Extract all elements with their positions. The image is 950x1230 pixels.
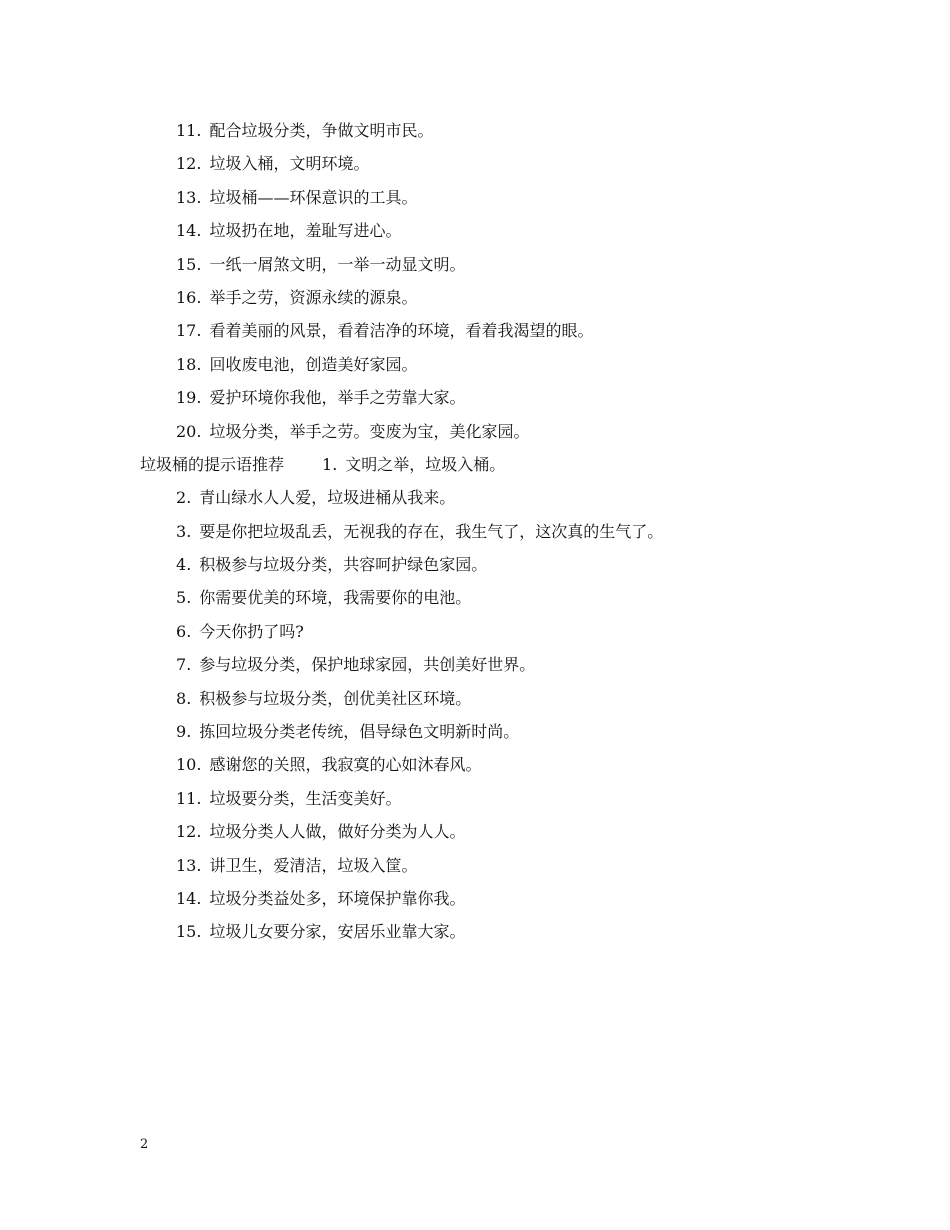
item-text: 垃圾分类人人做，做好分类为人人。 bbox=[209, 822, 466, 842]
list-item bbox=[0, 719, 950, 752]
list-item bbox=[0, 886, 950, 919]
item-number: 8 . bbox=[176, 686, 191, 712]
item-number: 14 . bbox=[176, 218, 201, 244]
item-number: 15 . bbox=[176, 919, 201, 945]
item-text: 感谢您的关照，我寂寞的心如沐春风。 bbox=[209, 755, 482, 775]
list-item bbox=[0, 285, 950, 318]
list-item bbox=[0, 819, 950, 852]
item-number: 3 . bbox=[176, 519, 191, 545]
item-text: 垃圾扔在地，羞耻写进心。 bbox=[209, 221, 402, 241]
list-item bbox=[0, 552, 950, 585]
item-number: 16 . bbox=[176, 285, 201, 311]
item-text: 文明之举，垃圾入桶。 bbox=[345, 454, 506, 474]
list-item bbox=[0, 352, 950, 385]
item-text: 拣回垃圾分类老传统，倡导绿色文明新时尚。 bbox=[199, 722, 520, 742]
item-number: 11 . bbox=[176, 786, 201, 812]
item-number: 12 . bbox=[176, 819, 201, 845]
item-number: 6 . bbox=[176, 619, 191, 645]
item-text: 参与垃圾分类，保护地球家园，共创美好世界。 bbox=[199, 655, 536, 675]
item-text: 回收废电池，创造美好家园。 bbox=[209, 354, 418, 374]
item-number: 18 . bbox=[176, 352, 201, 378]
list-item bbox=[0, 786, 950, 819]
item-text: 爱护环境你我他，举手之劳靠大家。 bbox=[209, 388, 466, 408]
item-number: 5 . bbox=[176, 585, 191, 611]
item-text: 垃圾分类，举手之劳。变废为宝，美化家园。 bbox=[209, 421, 530, 441]
list-item bbox=[0, 585, 950, 618]
item-text: 今天你扔了吗? bbox=[199, 621, 304, 641]
page-number: 2 bbox=[140, 1137, 149, 1152]
item-number: 4 . bbox=[176, 552, 191, 578]
list-item bbox=[0, 218, 950, 251]
list-item bbox=[0, 619, 950, 652]
item-number: 20 . bbox=[176, 419, 201, 445]
list-item bbox=[0, 252, 950, 285]
item-text: 积极参与垃圾分类，创优美社区环境。 bbox=[199, 688, 472, 708]
item-text: 讲卫生，爱清洁，垃圾入筐。 bbox=[209, 855, 418, 875]
list-item bbox=[0, 853, 950, 886]
item-text: 积极参与垃圾分类，共容呵护绿色家园。 bbox=[199, 555, 488, 575]
item-number: 14 . bbox=[176, 886, 201, 912]
list-item bbox=[0, 419, 950, 452]
list-item bbox=[0, 485, 950, 518]
section-heading-line bbox=[0, 452, 950, 485]
item-number: 13 . bbox=[176, 853, 201, 879]
item-text: 配合垃圾分类，争做文明市民。 bbox=[209, 121, 434, 140]
list-item bbox=[0, 151, 950, 184]
item-text: 垃圾儿女要分家，安居乐业靠大家。 bbox=[209, 922, 466, 942]
item-text: 青山绿水人人爱，垃圾进桶从我来。 bbox=[199, 488, 456, 508]
item-number: 9 . bbox=[176, 719, 191, 745]
item-number: 7 . bbox=[176, 652, 191, 678]
list-item bbox=[0, 185, 950, 218]
item-text: 一纸一屑煞文明，一举一动显文明。 bbox=[209, 254, 466, 274]
list-item bbox=[0, 752, 950, 785]
item-text: 垃圾分类益处多，环境保护靠你我。 bbox=[209, 888, 466, 908]
list-item bbox=[0, 519, 950, 552]
document-body bbox=[0, 118, 950, 953]
list-item bbox=[0, 919, 950, 952]
list-item bbox=[0, 118, 950, 151]
item-number: 19 . bbox=[176, 385, 201, 411]
item-number: 15 . bbox=[176, 252, 201, 278]
item-text: 垃圾要分类，生活变美好。 bbox=[209, 788, 402, 808]
item-text: 垃圾桶——环保意识的工具。 bbox=[209, 187, 418, 207]
item-text: 看着美丽的风景，看着洁净的环境，看着我渴望的眼。 bbox=[209, 321, 594, 341]
item-number: 11 . bbox=[176, 118, 201, 144]
item-text: 你需要优美的环境，我需要你的电池。 bbox=[199, 588, 472, 608]
item-text: 举手之劳，资源永续的源泉。 bbox=[209, 287, 418, 307]
item-number: 17 . bbox=[176, 318, 201, 344]
item-number: 12 . bbox=[176, 151, 201, 177]
section-heading: 垃圾桶的提示语推荐 bbox=[140, 454, 285, 474]
list-item bbox=[0, 686, 950, 719]
list-item bbox=[0, 652, 950, 685]
list-item bbox=[0, 385, 950, 418]
item-text: 垃圾入桶，文明环境。 bbox=[209, 154, 370, 174]
item-number: 1 . bbox=[322, 452, 337, 478]
item-text: 要是你把垃圾乱丢，无视我的存在，我生气了，这次真的生气了。 bbox=[199, 521, 664, 541]
list-item bbox=[0, 318, 950, 351]
item-number: 2 . bbox=[176, 485, 191, 511]
item-number: 13 . bbox=[176, 185, 201, 211]
item-number: 10 . bbox=[176, 752, 201, 778]
